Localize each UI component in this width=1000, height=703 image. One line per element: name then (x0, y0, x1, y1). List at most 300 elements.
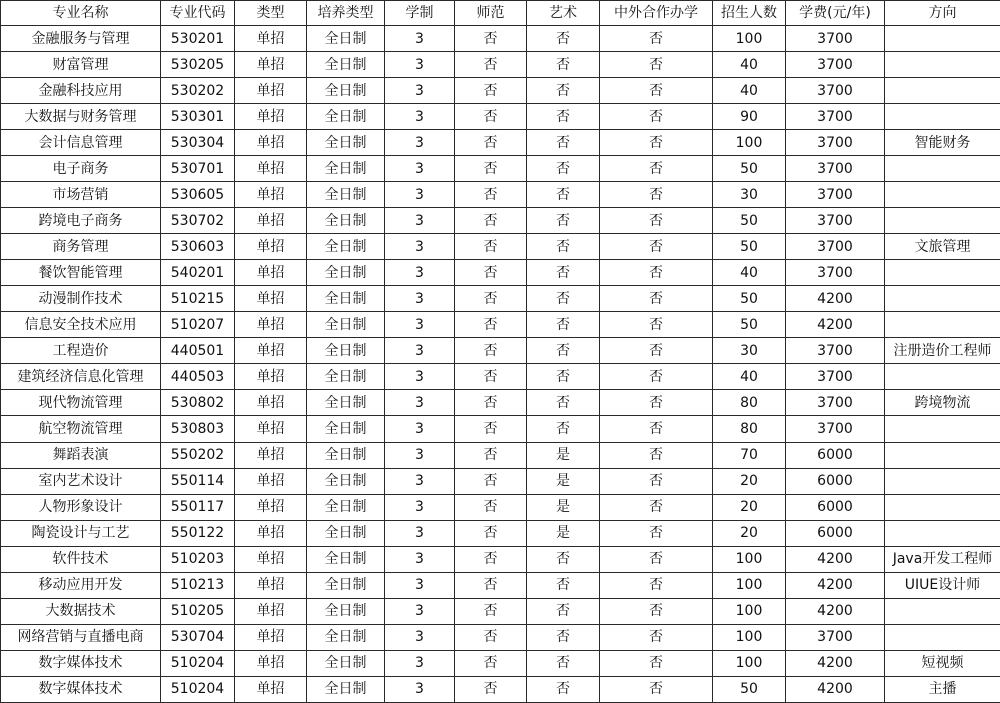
cell-enrollment: 30 (713, 338, 786, 364)
table-row (1, 52, 1000, 78)
cell-tuition: 4200 (786, 598, 885, 624)
cell-duration: 3 (385, 468, 455, 494)
cell-major-name: 信息安全技术应用 (1, 312, 161, 338)
cell-major-code: 510213 (161, 572, 235, 598)
cell-sino-foreign: 否 (600, 364, 713, 390)
cell-duration: 3 (385, 624, 455, 650)
cell-tuition: 3700 (786, 156, 885, 182)
cell-art: 是 (527, 494, 600, 520)
cell-training-type: 全日制 (307, 598, 385, 624)
cell-enrollment: 50 (713, 156, 786, 182)
cell-major-code: 530605 (161, 182, 235, 208)
cell-art: 否 (527, 182, 600, 208)
cell-enrollment: 90 (713, 104, 786, 130)
cell-direction (885, 208, 1000, 234)
cell-normal: 否 (455, 78, 527, 104)
cell-direction (885, 26, 1000, 52)
table-row (1, 104, 1000, 130)
cell-type: 单招 (235, 494, 307, 520)
header-training-type: 培养类型 (307, 1, 385, 26)
cell-enrollment: 80 (713, 390, 786, 416)
cell-duration: 3 (385, 260, 455, 286)
cell-duration: 3 (385, 572, 455, 598)
cell-art: 否 (527, 52, 600, 78)
cell-training-type: 全日制 (307, 442, 385, 468)
cell-normal: 否 (455, 26, 527, 52)
cell-sino-foreign: 否 (600, 650, 713, 676)
cell-major-code: 530702 (161, 208, 235, 234)
cell-major-code: 530701 (161, 156, 235, 182)
table-row (1, 546, 1000, 572)
cell-training-type: 全日制 (307, 208, 385, 234)
cell-art: 否 (527, 260, 600, 286)
cell-duration: 3 (385, 286, 455, 312)
cell-normal: 否 (455, 312, 527, 338)
table-row (1, 520, 1000, 546)
cell-type: 单招 (235, 624, 307, 650)
table-row (1, 130, 1000, 156)
cell-normal: 否 (455, 650, 527, 676)
cell-major-name: 室内艺术设计 (1, 468, 161, 494)
cell-major-code: 550122 (161, 520, 235, 546)
cell-major-code: 530603 (161, 234, 235, 260)
cell-major-code: 540201 (161, 260, 235, 286)
cell-training-type: 全日制 (307, 26, 385, 52)
cell-major-code: 510207 (161, 312, 235, 338)
cell-art: 否 (527, 364, 600, 390)
cell-tuition: 4200 (786, 676, 885, 702)
cell-direction (885, 624, 1000, 650)
cell-sino-foreign: 否 (600, 416, 713, 442)
cell-art: 是 (527, 520, 600, 546)
cell-normal: 否 (455, 364, 527, 390)
cell-duration: 3 (385, 650, 455, 676)
cell-tuition: 3700 (786, 260, 885, 286)
cell-major-name: 金融服务与管理 (1, 26, 161, 52)
cell-major-name: 财富管理 (1, 52, 161, 78)
cell-tuition: 3700 (786, 182, 885, 208)
cell-major-name: 电子商务 (1, 156, 161, 182)
cell-major-name: 餐饮智能管理 (1, 260, 161, 286)
cell-direction (885, 364, 1000, 390)
cell-training-type: 全日制 (307, 416, 385, 442)
cell-sino-foreign: 否 (600, 156, 713, 182)
cell-tuition: 3700 (786, 390, 885, 416)
cell-normal: 否 (455, 208, 527, 234)
cell-type: 单招 (235, 442, 307, 468)
cell-art: 否 (527, 650, 600, 676)
cell-tuition: 3700 (786, 364, 885, 390)
cell-direction (885, 260, 1000, 286)
cell-sino-foreign: 否 (600, 494, 713, 520)
cell-sino-foreign: 否 (600, 78, 713, 104)
table-row (1, 494, 1000, 520)
cell-training-type: 全日制 (307, 390, 385, 416)
cell-direction (885, 104, 1000, 130)
cell-normal: 否 (455, 442, 527, 468)
cell-major-name: 会计信息管理 (1, 130, 161, 156)
cell-type: 单招 (235, 312, 307, 338)
cell-type: 单招 (235, 104, 307, 130)
cell-normal: 否 (455, 182, 527, 208)
cell-normal: 否 (455, 390, 527, 416)
cell-duration: 3 (385, 364, 455, 390)
table-row (1, 442, 1000, 468)
cell-normal: 否 (455, 156, 527, 182)
table-row (1, 286, 1000, 312)
cell-direction (885, 416, 1000, 442)
cell-type: 单招 (235, 572, 307, 598)
cell-normal: 否 (455, 494, 527, 520)
cell-enrollment: 50 (713, 312, 786, 338)
table-row (1, 338, 1000, 364)
cell-sino-foreign: 否 (600, 208, 713, 234)
cell-sino-foreign: 否 (600, 104, 713, 130)
cell-major-code: 510215 (161, 286, 235, 312)
cell-tuition: 4200 (786, 650, 885, 676)
cell-training-type: 全日制 (307, 650, 385, 676)
cell-art: 否 (527, 286, 600, 312)
cell-type: 单招 (235, 130, 307, 156)
cell-training-type: 全日制 (307, 520, 385, 546)
header-type: 类型 (235, 1, 307, 26)
cell-sino-foreign: 否 (600, 546, 713, 572)
cell-enrollment: 40 (713, 78, 786, 104)
cell-type: 单招 (235, 52, 307, 78)
cell-type: 单招 (235, 156, 307, 182)
cell-training-type: 全日制 (307, 338, 385, 364)
cell-direction: 智能财务 (885, 130, 1000, 156)
header-normal: 师范 (455, 1, 527, 26)
cell-duration: 3 (385, 338, 455, 364)
cell-tuition: 4200 (786, 312, 885, 338)
cell-direction: UIUE设计师 (885, 572, 1000, 598)
cell-duration: 3 (385, 52, 455, 78)
cell-art: 否 (527, 78, 600, 104)
cell-tuition: 3700 (786, 26, 885, 52)
cell-sino-foreign: 否 (600, 234, 713, 260)
cell-tuition: 6000 (786, 494, 885, 520)
table-row (1, 208, 1000, 234)
cell-enrollment: 80 (713, 416, 786, 442)
cell-normal: 否 (455, 52, 527, 78)
cell-enrollment: 50 (713, 676, 786, 702)
cell-art: 否 (527, 572, 600, 598)
cell-major-name: 软件技术 (1, 546, 161, 572)
cell-training-type: 全日制 (307, 234, 385, 260)
cell-major-code: 530304 (161, 130, 235, 156)
cell-duration: 3 (385, 390, 455, 416)
table-row (1, 364, 1000, 390)
header-art: 艺术 (527, 1, 600, 26)
cell-sino-foreign: 否 (600, 130, 713, 156)
cell-type: 单招 (235, 78, 307, 104)
cell-type: 单招 (235, 520, 307, 546)
cell-duration: 3 (385, 182, 455, 208)
cell-training-type: 全日制 (307, 156, 385, 182)
cell-major-name: 数字媒体技术 (1, 676, 161, 702)
cell-enrollment: 40 (713, 260, 786, 286)
cell-art: 否 (527, 312, 600, 338)
cell-enrollment: 50 (713, 208, 786, 234)
cell-tuition: 3700 (786, 208, 885, 234)
cell-major-name: 数字媒体技术 (1, 650, 161, 676)
cell-duration: 3 (385, 104, 455, 130)
cell-tuition: 6000 (786, 520, 885, 546)
cell-major-code: 530301 (161, 104, 235, 130)
cell-sino-foreign: 否 (600, 260, 713, 286)
cell-art: 是 (527, 442, 600, 468)
header-row (1, 1, 1000, 26)
cell-major-code: 530202 (161, 78, 235, 104)
cell-training-type: 全日制 (307, 104, 385, 130)
cell-sino-foreign: 否 (600, 572, 713, 598)
cell-tuition: 3700 (786, 624, 885, 650)
table-row (1, 26, 1000, 52)
cell-major-code: 440503 (161, 364, 235, 390)
cell-direction (885, 494, 1000, 520)
cell-major-code: 550117 (161, 494, 235, 520)
cell-enrollment: 50 (713, 234, 786, 260)
cell-sino-foreign: 否 (600, 442, 713, 468)
cell-sino-foreign: 否 (600, 338, 713, 364)
cell-tuition: 4200 (786, 572, 885, 598)
cell-sino-foreign: 否 (600, 390, 713, 416)
cell-tuition: 4200 (786, 286, 885, 312)
cell-duration: 3 (385, 676, 455, 702)
table-row (1, 312, 1000, 338)
cell-art: 否 (527, 598, 600, 624)
cell-major-code: 440501 (161, 338, 235, 364)
cell-duration: 3 (385, 234, 455, 260)
cell-direction: 主播 (885, 676, 1000, 702)
cell-enrollment: 50 (713, 286, 786, 312)
cell-major-code: 530205 (161, 52, 235, 78)
cell-type: 单招 (235, 286, 307, 312)
cell-tuition: 3700 (786, 130, 885, 156)
cell-enrollment: 40 (713, 364, 786, 390)
table-row (1, 182, 1000, 208)
cell-major-name: 动漫制作技术 (1, 286, 161, 312)
cell-direction (885, 156, 1000, 182)
cell-major-name: 工程造价 (1, 338, 161, 364)
cell-major-code: 530803 (161, 416, 235, 442)
cell-art: 否 (527, 26, 600, 52)
cell-direction (885, 312, 1000, 338)
cell-duration: 3 (385, 156, 455, 182)
cell-major-code: 510203 (161, 546, 235, 572)
cell-duration: 3 (385, 494, 455, 520)
cell-normal: 否 (455, 546, 527, 572)
cell-sino-foreign: 否 (600, 624, 713, 650)
cell-major-name: 移动应用开发 (1, 572, 161, 598)
cell-direction (885, 520, 1000, 546)
cell-normal: 否 (455, 104, 527, 130)
table-row (1, 260, 1000, 286)
header-major-name: 专业名称 (1, 1, 161, 26)
cell-art: 否 (527, 624, 600, 650)
cell-direction (885, 442, 1000, 468)
cell-major-name: 大数据与财务管理 (1, 104, 161, 130)
cell-normal: 否 (455, 468, 527, 494)
cell-training-type: 全日制 (307, 312, 385, 338)
cell-art: 否 (527, 130, 600, 156)
table-row (1, 572, 1000, 598)
cell-direction: 短视频 (885, 650, 1000, 676)
cell-training-type: 全日制 (307, 624, 385, 650)
cell-duration: 3 (385, 598, 455, 624)
cell-enrollment: 100 (713, 598, 786, 624)
cell-art: 否 (527, 104, 600, 130)
cell-duration: 3 (385, 520, 455, 546)
cell-major-code: 530704 (161, 624, 235, 650)
cell-type: 单招 (235, 234, 307, 260)
cell-enrollment: 100 (713, 650, 786, 676)
cell-sino-foreign: 否 (600, 26, 713, 52)
cell-direction (885, 78, 1000, 104)
cell-type: 单招 (235, 338, 307, 364)
cell-tuition: 3700 (786, 416, 885, 442)
cell-training-type: 全日制 (307, 468, 385, 494)
cell-normal: 否 (455, 130, 527, 156)
cell-duration: 3 (385, 442, 455, 468)
table-row (1, 676, 1000, 702)
cell-training-type: 全日制 (307, 78, 385, 104)
table-row (1, 416, 1000, 442)
cell-type: 单招 (235, 208, 307, 234)
cell-art: 否 (527, 676, 600, 702)
table-row (1, 468, 1000, 494)
cell-training-type: 全日制 (307, 494, 385, 520)
cell-direction: Java开发工程师 (885, 546, 1000, 572)
cell-duration: 3 (385, 26, 455, 52)
cell-type: 单招 (235, 364, 307, 390)
cell-type: 单招 (235, 598, 307, 624)
cell-type: 单招 (235, 416, 307, 442)
cell-art: 否 (527, 156, 600, 182)
cell-duration: 3 (385, 130, 455, 156)
cell-major-name: 陶瓷设计与工艺 (1, 520, 161, 546)
cell-type: 单招 (235, 182, 307, 208)
cell-direction (885, 52, 1000, 78)
cell-tuition: 6000 (786, 468, 885, 494)
cell-normal: 否 (455, 338, 527, 364)
cell-art: 否 (527, 546, 600, 572)
cell-tuition: 3700 (786, 104, 885, 130)
cell-major-name: 现代物流管理 (1, 390, 161, 416)
cell-direction (885, 182, 1000, 208)
cell-type: 单招 (235, 26, 307, 52)
table-header (1, 1, 1000, 26)
cell-sino-foreign: 否 (600, 286, 713, 312)
table-row (1, 234, 1000, 260)
table-row (1, 156, 1000, 182)
cell-major-name: 建筑经济信息化管理 (1, 364, 161, 390)
cell-art: 否 (527, 234, 600, 260)
cell-normal: 否 (455, 676, 527, 702)
cell-major-code: 550114 (161, 468, 235, 494)
cell-normal: 否 (455, 260, 527, 286)
cell-enrollment: 70 (713, 442, 786, 468)
cell-sino-foreign: 否 (600, 182, 713, 208)
header-direction: 方向 (885, 1, 1000, 26)
cell-type: 单招 (235, 390, 307, 416)
cell-type: 单招 (235, 650, 307, 676)
cell-sino-foreign: 否 (600, 520, 713, 546)
cell-major-name: 市场营销 (1, 182, 161, 208)
cell-normal: 否 (455, 624, 527, 650)
cell-training-type: 全日制 (307, 572, 385, 598)
cell-major-name: 舞蹈表演 (1, 442, 161, 468)
cell-training-type: 全日制 (307, 676, 385, 702)
cell-major-code: 530802 (161, 390, 235, 416)
cell-enrollment: 20 (713, 468, 786, 494)
cell-sino-foreign: 否 (600, 52, 713, 78)
table-row (1, 78, 1000, 104)
cell-training-type: 全日制 (307, 260, 385, 286)
cell-art: 否 (527, 390, 600, 416)
cell-enrollment: 20 (713, 494, 786, 520)
table-row (1, 624, 1000, 650)
cell-enrollment: 100 (713, 572, 786, 598)
header-tuition: 学费(元/年) (786, 1, 885, 26)
cell-normal: 否 (455, 286, 527, 312)
cell-major-code: 550202 (161, 442, 235, 468)
cell-direction: 注册造价工程师 (885, 338, 1000, 364)
cell-tuition: 3700 (786, 78, 885, 104)
cell-enrollment: 40 (713, 52, 786, 78)
cell-normal: 否 (455, 520, 527, 546)
cell-direction (885, 598, 1000, 624)
header-sino-foreign: 中外合作办学 (600, 1, 713, 26)
cell-direction (885, 286, 1000, 312)
cell-training-type: 全日制 (307, 130, 385, 156)
cell-sino-foreign: 否 (600, 598, 713, 624)
cell-tuition: 4200 (786, 546, 885, 572)
cell-normal: 否 (455, 598, 527, 624)
cell-training-type: 全日制 (307, 52, 385, 78)
table-row (1, 650, 1000, 676)
cell-duration: 3 (385, 416, 455, 442)
cell-major-code: 510204 (161, 650, 235, 676)
cell-enrollment: 30 (713, 182, 786, 208)
cell-type: 单招 (235, 676, 307, 702)
header-enrollment: 招生人数 (713, 1, 786, 26)
cell-tuition: 6000 (786, 442, 885, 468)
cell-type: 单招 (235, 260, 307, 286)
cell-type: 单招 (235, 468, 307, 494)
cell-direction: 跨境物流 (885, 390, 1000, 416)
header-duration: 学制 (385, 1, 455, 26)
cell-training-type: 全日制 (307, 182, 385, 208)
cell-tuition: 3700 (786, 52, 885, 78)
cell-major-name: 航空物流管理 (1, 416, 161, 442)
cell-art: 否 (527, 338, 600, 364)
cell-art: 否 (527, 416, 600, 442)
cell-enrollment: 100 (713, 624, 786, 650)
cell-enrollment: 100 (713, 26, 786, 52)
cell-enrollment: 100 (713, 130, 786, 156)
table-body (1, 26, 1000, 703)
cell-tuition: 3700 (786, 234, 885, 260)
cell-art: 否 (527, 208, 600, 234)
cell-duration: 3 (385, 78, 455, 104)
cell-sino-foreign: 否 (600, 468, 713, 494)
cell-major-name: 人物形象设计 (1, 494, 161, 520)
cell-training-type: 全日制 (307, 546, 385, 572)
cell-major-code: 510205 (161, 598, 235, 624)
cell-duration: 3 (385, 208, 455, 234)
